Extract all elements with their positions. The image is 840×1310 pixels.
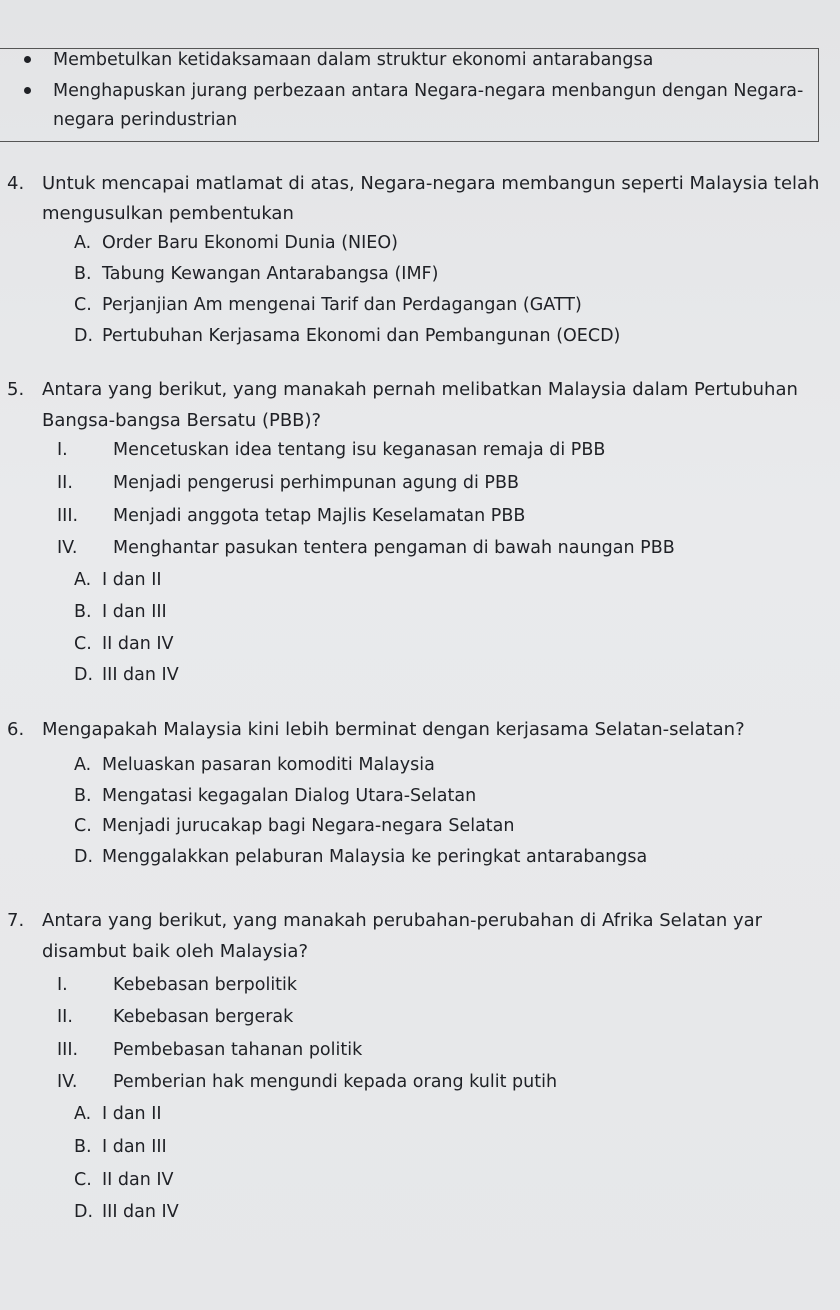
q7-statement-i-roman: I. xyxy=(57,975,68,995)
q7-statement-iii: Pembebasan tahanan politik xyxy=(113,1040,363,1060)
q6-option-d: Menggalakkan pelaburan Malaysia ke peringkat antarabangsa xyxy=(102,847,648,867)
q5-option-c: II dan IV xyxy=(102,634,174,654)
q6-option-a-letter: A. xyxy=(74,755,92,775)
q4-option-c-letter: C. xyxy=(74,295,92,315)
box-bullet-2-cont: negara perindustrian xyxy=(53,110,238,130)
q7-statement-i: Kebebasan berpolitik xyxy=(113,975,298,995)
q6-option-d-letter: D. xyxy=(74,847,94,867)
q7-number: 7. xyxy=(7,910,25,931)
q7-option-b-letter: B. xyxy=(74,1137,92,1157)
q4-text-line2: mengusulkan pembentukan xyxy=(42,203,294,224)
q7-text-line1: Antara yang berikut, yang manakah perubahan-perubahan di Afrika Selatan yar xyxy=(42,910,763,931)
q5-option-c-letter: C. xyxy=(74,634,92,654)
q7-option-c-letter: C. xyxy=(74,1170,92,1190)
q7-option-b: I dan III xyxy=(102,1137,167,1157)
bullet-dot xyxy=(24,87,31,94)
q5-option-a-letter: A. xyxy=(74,570,92,590)
q7-option-a: I dan II xyxy=(102,1104,162,1124)
box-bullet-2: Menghapuskan jurang perbezaan antara Negara-negara menbangun dengan Negara- xyxy=(53,81,804,101)
q7-statement-ii-roman: II. xyxy=(57,1007,73,1027)
q5-statement-iii: Menjadi anggota tetap Majlis Keselamatan PBB xyxy=(113,506,526,526)
q6-number: 6. xyxy=(7,719,25,740)
box-bullet-1: Membetulkan ketidaksamaan dalam struktur ekonomi antarabangsa xyxy=(53,50,654,70)
q5-text-line1: Antara yang berikut, yang manakah pernah melibatkan Malaysia dalam Pertubuhan xyxy=(42,379,798,400)
q4-option-c: Perjanjian Am mengenai Tarif dan Perdagangan (GATT) xyxy=(102,295,582,315)
q7-option-d: III dan IV xyxy=(102,1202,179,1222)
q7-option-d-letter: D. xyxy=(74,1202,94,1222)
q5-statement-iii-roman: III. xyxy=(57,506,79,526)
q6-option-c: Menjadi jurucakap bagi Negara-negara Selatan xyxy=(102,816,515,836)
q7-statement-iv: Pemberian hak mengundi kepada orang kulit putih xyxy=(113,1072,558,1092)
bullet-dot xyxy=(24,56,31,63)
q5-statement-iv: Menghantar pasukan tentera pengaman di bawah naungan PBB xyxy=(113,538,675,558)
q6-option-b: Mengatasi kegagalan Dialog Utara-Selatan xyxy=(102,786,477,806)
q7-statement-iii-roman: III. xyxy=(57,1040,79,1060)
q5-option-b-letter: B. xyxy=(74,602,92,622)
q4-option-d-letter: D. xyxy=(74,326,94,346)
q6-option-c-letter: C. xyxy=(74,816,92,836)
q5-statement-i: Mencetuskan idea tentang isu keganasan remaja di PBB xyxy=(113,440,606,460)
q7-text-line2: disambut baik oleh Malaysia? xyxy=(42,941,309,962)
q6-text-line1: Mengapakah Malaysia kini lebih berminat dengan kerjasama Selatan-selatan? xyxy=(42,719,745,740)
q5-statement-ii: Menjadi pengerusi perhimpunan agung di PBB xyxy=(113,473,519,493)
q4-number: 4. xyxy=(7,173,25,194)
q4-text-line1: Untuk mencapai matlamat di atas, Negara-negara membangun seperti Malaysia telah xyxy=(42,173,820,194)
q5-option-d: III dan IV xyxy=(102,665,179,685)
q4-option-a: Order Baru Ekonomi Dunia (NIEO) xyxy=(102,233,398,253)
q4-option-a-letter: A. xyxy=(74,233,92,253)
q5-statement-iv-roman: IV. xyxy=(57,538,78,558)
q5-number: 5. xyxy=(7,379,25,400)
q5-statement-ii-roman: II. xyxy=(57,473,73,493)
q7-option-c: II dan IV xyxy=(102,1170,174,1190)
q5-option-d-letter: D. xyxy=(74,665,94,685)
q4-option-b: Tabung Kewangan Antarabangsa (IMF) xyxy=(102,264,439,284)
q5-option-b: I dan III xyxy=(102,602,167,622)
q6-option-a: Meluaskan pasaran komoditi Malaysia xyxy=(102,755,435,775)
q5-text-line2: Bangsa-bangsa Bersatu (PBB)? xyxy=(42,410,322,431)
q7-option-a-letter: A. xyxy=(74,1104,92,1124)
q4-option-d: Pertubuhan Kerjasama Ekonomi dan Pembangunan (OECD) xyxy=(102,326,621,346)
q4-option-b-letter: B. xyxy=(74,264,92,284)
q5-statement-i-roman: I. xyxy=(57,440,68,460)
q6-option-b-letter: B. xyxy=(74,786,92,806)
q7-statement-ii: Kebebasan bergerak xyxy=(113,1007,294,1027)
q5-option-a: I dan II xyxy=(102,570,162,590)
q7-statement-iv-roman: IV. xyxy=(57,1072,78,1092)
